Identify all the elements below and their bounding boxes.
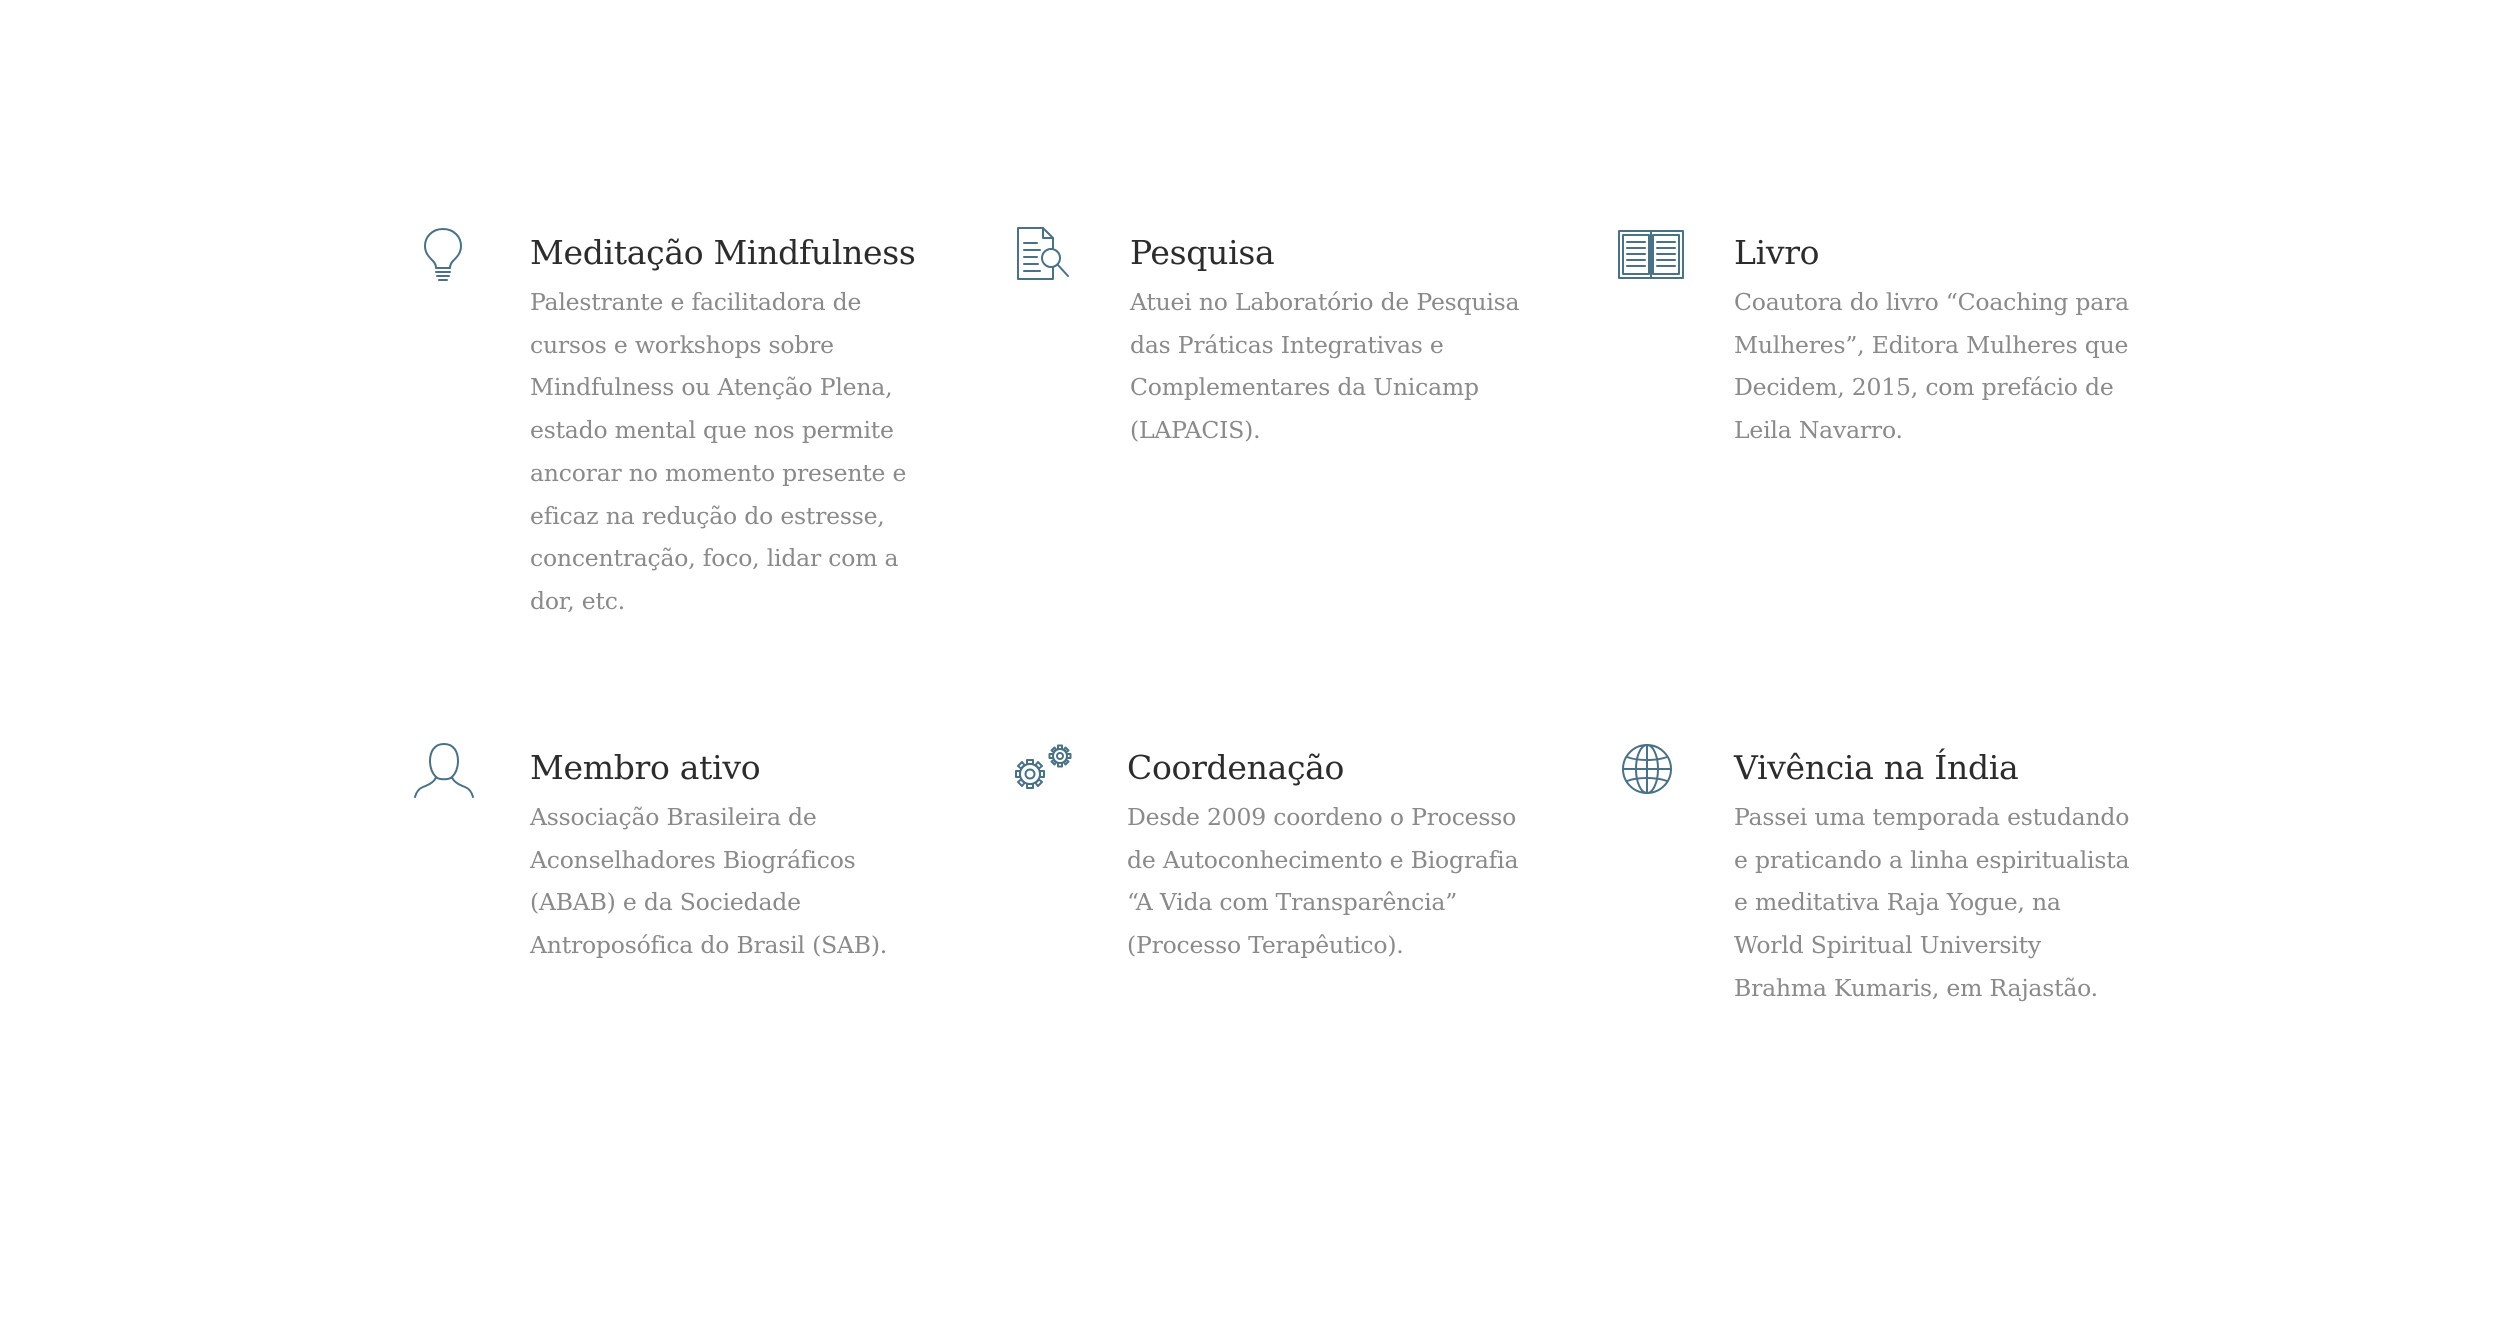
feature-title: Vivência na Índia [1734, 748, 2019, 787]
feature-text [1130, 225, 1530, 452]
lightbulb-icon [413, 225, 493, 295]
feature-description: Passei uma temporada estudando e praticando a linha espiritualista e meditativa Raja Yogue, na World Spiritual University Brahma Kumaris, em Rajastão. [1734, 803, 2130, 1002]
feature-text [1734, 740, 2134, 1010]
document-search-icon [1013, 225, 1093, 295]
open-book-icon [1617, 225, 1697, 295]
feature-description: Atuei no Laboratório de Pesquisa das Práticas Integrativas e Complementares da Unicamp (LAPACIS). [1130, 288, 1520, 445]
feature-description: Palestrante e facilitadora de cursos e workshops sobre Mindfulness ou Atenção Plena, estado mental que nos permite ancorar no momento presente e eficaz na redução do estresse, concentração, foco, lidar com a dor, etc. [530, 288, 907, 615]
gears-icon [1010, 740, 1090, 810]
feature-text [1127, 740, 1527, 967]
feature-description: Desde 2009 coordeno o Processo de Autoconhecimento e Biografia “A Vida com Transparência” (Processo Terapêutico). [1127, 803, 1519, 960]
person-icon [413, 740, 493, 810]
feature-text [1734, 225, 2134, 452]
feature-title: Pesquisa [1130, 233, 1275, 272]
feature-title: Meditação Mindfulness [530, 233, 916, 272]
feature-description: Coautora do livro “Coaching para Mulheres”, Editora Mulheres que Decidem, 2015, com prefácio de Leila Navarro. [1734, 288, 2129, 445]
feature-title: Membro ativo [530, 748, 761, 787]
globe-icon [1617, 740, 1697, 810]
feature-text [530, 225, 930, 623]
feature-text [530, 740, 930, 967]
feature-description: Associação Brasileira de Aconselhadores Biográficos (ABAB) e da Sociedade Antroposófica do Brasil (SAB). [530, 803, 888, 960]
feature-title: Coordenação [1127, 748, 1345, 787]
feature-title: Livro [1734, 233, 1820, 272]
